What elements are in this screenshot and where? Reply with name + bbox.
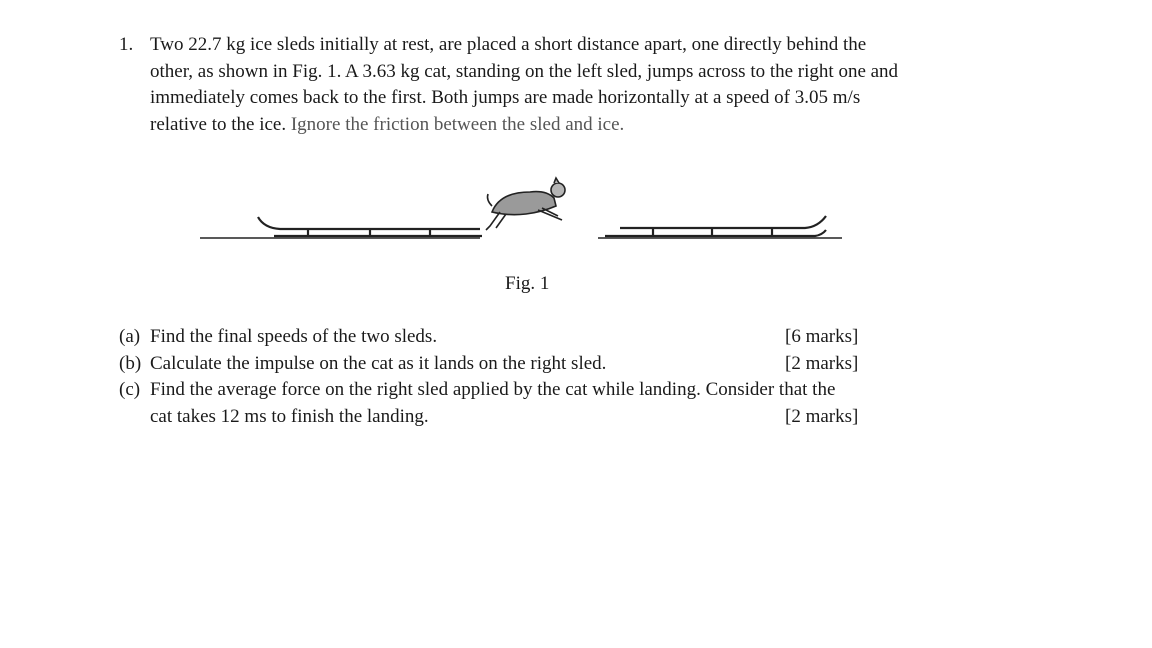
part-text-continuation: cat takes 12 ms to finish the landing. [150,405,429,427]
part-label: (c) [119,379,141,401]
part-c [119,377,879,404]
part-label: (b) [119,352,142,374]
question-text-friction-note: Ignore the friction between the sled and ice. [290,113,625,135]
sled-cat-figure [190,170,850,250]
part-text: Calculate the impulse on the cat as it lands on the right sled. [150,352,607,374]
part-marks: [6 marks] [785,326,859,347]
part-c-continuation [150,404,879,431]
part-marks: [2 marks] [785,405,859,427]
cat-figure [486,178,565,230]
left-sled [258,217,482,236]
figure-caption: Fig. 1 [505,273,550,294]
question-text [150,32,899,138]
right-sled [605,216,826,236]
part-label: (a) [119,326,141,347]
question-number: 1. [119,34,134,55]
question-text-main: Two 22.7 kg ice sleds initially at rest, are placed a short distance apart, one directly behind the other, as shown in Fig. 1. A 3.63 kg cat, standing on the left sled, jumps across to the right one and immediately comes back to the first. Both jumps are made horizontally at a speed of 3.05 m/s relative to the ice. [150,34,899,135]
part-marks: [2 marks] [785,352,859,374]
question-parts [119,324,879,430]
part-text: Find the average force on the right sled applied by the cat while landing. Consider that the [150,379,836,401]
part-text: Find the final speeds of the two sleds. [150,326,438,347]
part-a [119,324,879,351]
question-1 [119,32,899,138]
part-b [119,351,879,378]
